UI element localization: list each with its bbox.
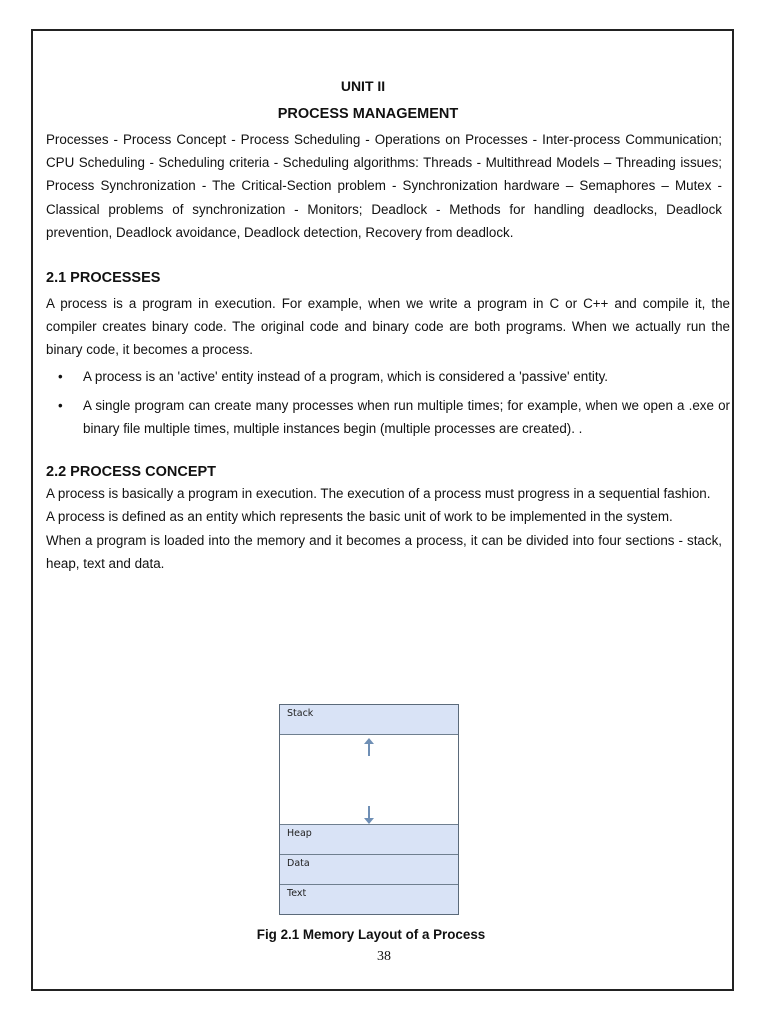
list-item-text: A process is an 'active' entity instead of a program, which is considered a 'passive' entity. (83, 368, 609, 384)
unit-title: PROCESS MANAGEMENT (277, 106, 459, 122)
figure-caption: Fig 2.1 Memory Layout of a Process (256, 927, 486, 942)
heap-label: Heap (287, 828, 312, 839)
memory-layout-diagram (279, 704, 459, 915)
section-1-bullet-list (46, 365, 730, 441)
section-2-paragraph: A process is basically a program in execution. The execution of a process must progress in a sequential fashion. (46, 486, 711, 502)
document-body (46, 78, 730, 575)
text-label: Text (287, 888, 307, 899)
heap-segment (280, 825, 458, 855)
stack-label: Stack (287, 708, 314, 719)
list-item (46, 394, 730, 440)
bullet-icon: • (58, 397, 63, 413)
stack-segment (280, 705, 458, 735)
data-segment (280, 855, 458, 885)
arrow-up-icon (363, 737, 375, 757)
data-label: Data (287, 858, 310, 869)
bullet-icon: • (58, 368, 63, 384)
arrow-down-icon (363, 805, 375, 825)
section-2-paragraph: When a program is loaded into the memory and it becomes a process, it can be divided into four sections - stack, heap, text and data. (46, 532, 722, 571)
list-item (46, 365, 730, 388)
section-1-paragraph: A process is a program in execution. For example, when we write a program in C or C++ and compile it, the compiler creates binary code. The original code and binary code are both programs. When we actually run the binary code, it becomes a process. (46, 296, 730, 358)
section-1-heading: 2.1 PROCESSES (46, 270, 161, 287)
free-space-region (280, 735, 458, 825)
list-item-text: A single program can create many processes when run multiple times; for example, when we open a .exe or binary file multiple times, multiple instances begin (multiple processes are created). . (83, 397, 730, 437)
section-2-paragraph: A process is defined as an entity which represents the basic unit of work to be implemented in the system. (46, 509, 673, 525)
unit-intro: Processes - Process Concept - Process Scheduling - Operations on Processes - Inter-process Communication; CPU Scheduling - Scheduling criteria - Scheduling algorithms: Threads - Multithread Models – Threading issues; Process Synchronization - The Critical-Section problem - Synchronization hardware – Semaphores – Mutex - Classical problems of synchronization - Monitors; Deadlock - Methods for handling deadlocks, Deadlock prevention, Deadlock avoidance, Deadlock detection, Recovery from deadlock. (46, 132, 722, 240)
section-2 (46, 464, 730, 575)
unit-label: UNIT II (340, 78, 386, 94)
section-2-heading: 2.2 PROCESS CONCEPT (46, 464, 217, 481)
page-number: 38 (377, 949, 391, 964)
text-segment (280, 885, 458, 914)
